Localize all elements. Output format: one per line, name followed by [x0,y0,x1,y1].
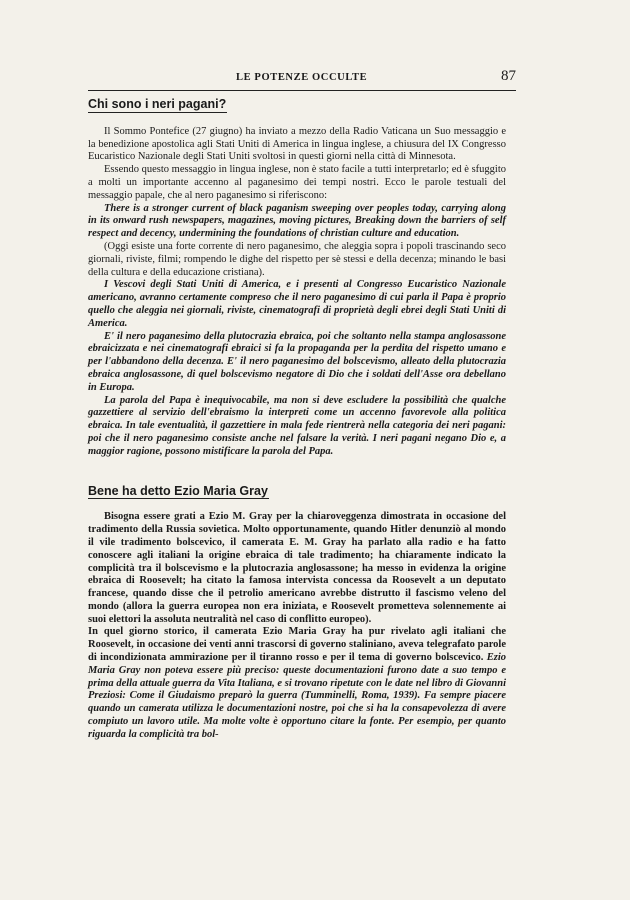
paragraph-text: In quel giorno storico, il camerata Ezio Maria Gray ha pur rivelato agli italiani che Roosevelt, in occasione dei venti anni trascorsi di governo staliniano, aveva telegrafato parole di incondizionata ammirazione per il tiranno rosso e per il tema di governo bolscevico. [88,626,506,664]
section-heading-ezio-maria-gray: Bene ha detto Ezio Maria Gray [88,483,268,498]
paragraph-italic: I Vescovi degli Stati Uniti di America, e i presenti al Congresso Eucaristico Nazionale americano, avranno certamente compreso che il nero paganesimo di cui parla il Papa è proprio quello che aleggia nei giornali, riviste, cinematografi di proprietà degli ebrei degli Stati Uniti di America. [88,279,506,329]
section-heading-wrapper [88,98,506,113]
header-rule [88,90,516,91]
page-number: 87 [501,68,516,84]
translation-paragraph: (Oggi esiste una forte corrente di nero paganesimo, che aleggia sopra i popoli trascinando seco giornali, riviste, filmi; rompendo le dighe del rispetto per sè stessi e della decenza; minando le basi della cultura e della educazione cristiana). [88,240,506,278]
running-title: LE POTENZE OCCULTE [236,72,368,83]
paragraph: Il Sommo Pontefice (27 giugno) ha inviato a mezzo della Radio Vaticana un Suo messaggio e la benedizione apostolica agli Stati Uniti di America in lingua inglese, a chiusura del IX Congresso Eucaristico Nazionale degli Stati Uniti svoltosi in questi giorni nella città di Minnesota. [88,125,506,163]
english-quote: There is a stronger current of black paganism sweeping over peoples today, carrying along in its onward rush newspapers, magazines, moving pictures, Breaking down the barriers of self respect and decency, undermining the foundations of christian culture and education. [88,202,506,240]
paragraph-italic: E' il nero paganesimo della plutocrazia ebraica, poi che soltanto nella stampa anglosassone ebraicizzata e nei cinematografi ebraici si fa la propaganda per la perdita del rispetto umano e per l'abbandono della decenza. E' il nero paganesimo del bolscevismo, alleato della plutocrazia ebraica anglosassone, di quel bolscevismo negatore di Dio che i soldati dell'Asse ora debellano in Europa. [88,330,506,393]
paragraph-bold: Bisogna essere grati a Ezio M. Gray per la chiaroveggenza dimostrata in occasione del tradimento della Russia sovietica. Molto opportunamente, quando Hitler denunziò al mondo il vile tradimento bolscevico, il camerata E. M. Gray ha parlato alla radio e ha fatto conoscere agli italiani la origine ebraica di tale tradimento; ha chiaramente indicato la complicità tra il bolscevismo e la plutocrazia anglosassone; ha messo in evidenza la origine ebraica di Roosevelt; ha citato la famosa intervista concessa da Roosevelt a un deputato francese, quando disse che il petrolio americano avrebbe distrutto il fascismo veleno del mondo (allora la guerra europea non era iniziata, e Roosevelt prometteva solennemente ai suoi elettori la assoluta neutralità nel caso di conflitto europeo). [88,511,506,625]
paragraph-italic: La parola del Papa è inequivocabile, ma non si deve escludere la possibilità che qualche gazzettiere al servizio dell'ebraismo la interpreti come un accenno favorevole alla politica ebraica. In tale eventualità, il gazzettiere in mala fede rientrerà nella categoria dei neri pagani: poi che il nero paganesimo consiste anche nel falsare la verità. I neri pagani negano Dio e, a maggior ragione, possono mistificare la parola del Papa. [88,394,506,457]
section-heading-neri-pagani: Chi sono i neri pagani? [88,97,227,111]
paragraph-bold [88,626,506,741]
paragraph: Essendo questo messaggio in lingua inglese, non è stato facile a tutti interpretarlo; ed è sfuggito a molti un importante accenno al paganesimo dei tempi nostri. Ecco le parole testuali del messaggio papale, che al nero paganesimo si riferiscono: [88,164,506,201]
paragraph-italic-text: Ezio Maria Gray non poteva essere più preciso: queste documentazioni furono date a suo tempo e prima della attuale guerra da Vita Italiana, e si trovano ripetute con le date nel libro di Giovanni Preziosi: Come il Giudaismo preparò la guerra (Tumminelli, Roma, 1939). Fa sempre piacere quando un camerata utilizza le documentazioni nostre, poi che si ha la consapevolezza di avere compiuto un lavoro utile. Ma molte volte è opportuno citare la fonte. Per esempio, per quanto riguarda la complicità tra bol- [88,652,507,740]
running-header [88,70,516,92]
body-text [88,98,506,742]
section-heading-wrapper [88,485,506,500]
